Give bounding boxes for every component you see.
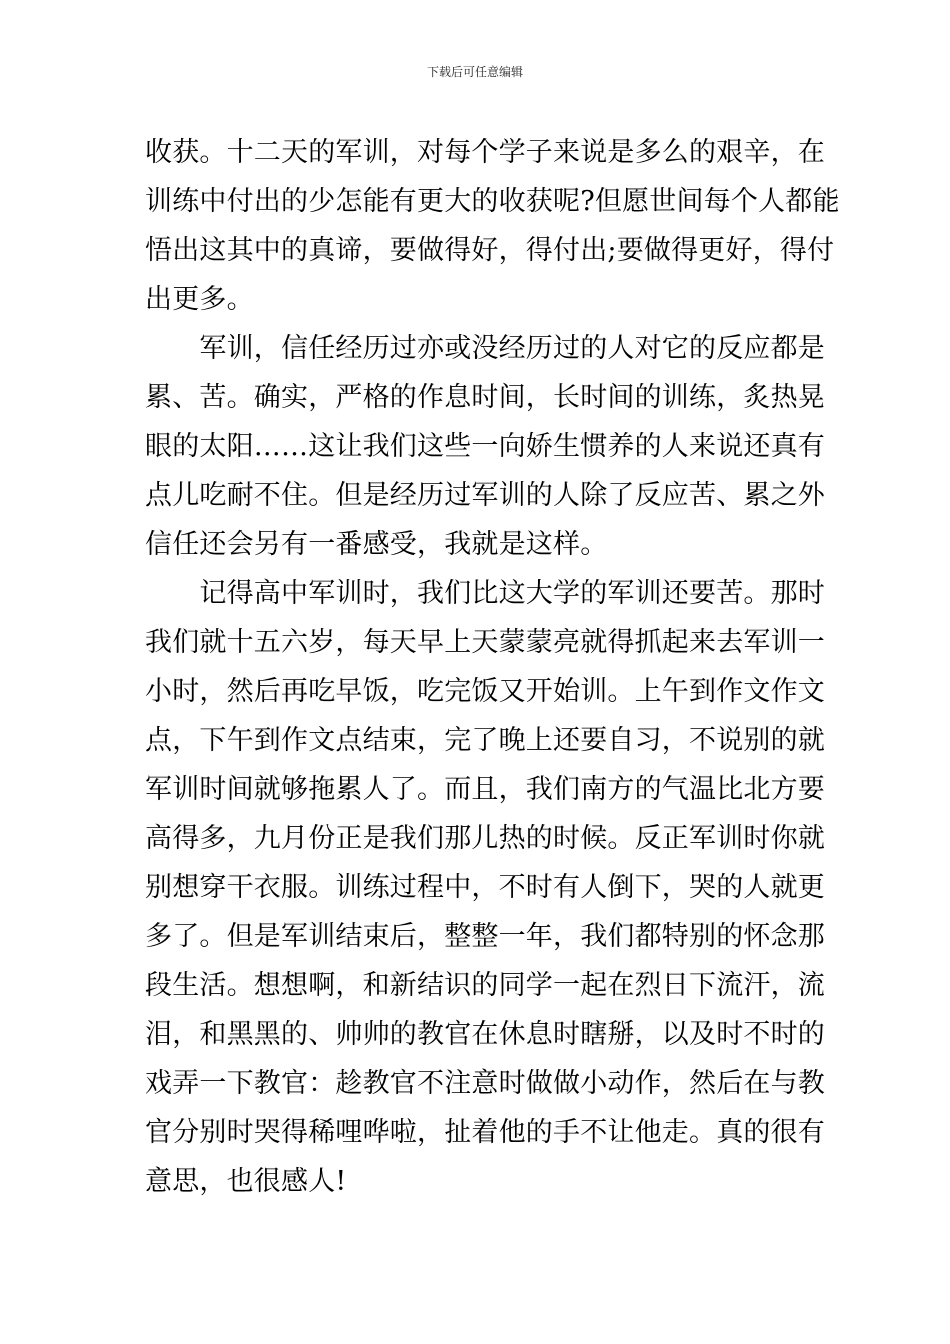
text-line: 训练中付出的少怎能有更大的收获呢?但愿世间每个人都能 bbox=[145, 186, 840, 217]
text-line: 段生活。想想啊，和新结识的同学一起在烈日下流汗，流 bbox=[145, 970, 825, 1001]
text-line: 别想穿干衣服。训练过程中，不时有人倒下，哭的人就更 bbox=[145, 872, 825, 903]
page-header: 下载后可任意编辑 bbox=[426, 65, 523, 79]
text-line: 泪，和黑黑的、帅帅的教官在休息时瞎掰，以及时不时的 bbox=[145, 1019, 825, 1050]
text-line: 军训，信任经历过亦或没经历过的人对它的反应都是 bbox=[145, 333, 825, 364]
text-line: 点，下午到作文点结束，完了晚上还要自习，不说别的就 bbox=[145, 725, 825, 756]
text-line: 悟出这其中的真谛，要做得好，得付出;要做得更好，得付 bbox=[145, 235, 835, 266]
text-line: 记得高中军训时，我们比这大学的军训还要苦。那时 bbox=[145, 578, 825, 609]
text-line: 累、苦。确实，严格的作息时间，长时间的训练，炙热晃 bbox=[145, 382, 825, 413]
text-line: 信任还会另有一番感受，我就是这样。 bbox=[145, 529, 608, 560]
text-line: 意思，也很感人! bbox=[145, 1166, 347, 1197]
text-line: 军训时间就够拖累人了。而且，我们南方的气温比北方要 bbox=[145, 774, 825, 805]
text-line: 小时，然后再吃早饭，吃完饭又开始训。上午到作文作文 bbox=[145, 676, 825, 707]
text-line: 收获。十二天的军训，对每个学子来说是多么的艰辛，在 bbox=[145, 137, 825, 168]
text-line: 多了。但是军训结束后，整整一年，我们都特别的怀念那 bbox=[145, 921, 825, 952]
text-line: 眼的太阳……这让我们这些一向娇生惯养的人来说还真有 bbox=[145, 431, 825, 462]
text-line: 出更多。 bbox=[145, 284, 254, 315]
text-line: 我们就十五六岁，每天早上天蒙蒙亮就得抓起来去军训一 bbox=[145, 627, 825, 658]
text-line: 戏弄一下教官：趁教官不注意时做做小动作，然后在与教 bbox=[145, 1068, 825, 1099]
text-line: 高得多，九月份正是我们那儿热的时候。反正军训时你就 bbox=[145, 823, 825, 854]
text-line: 官分别时哭得稀哩哗啦，扯着他的手不让他走。真的很有 bbox=[145, 1117, 825, 1148]
document-body bbox=[145, 128, 840, 1206]
text-line: 点儿吃耐不住。但是经历过军训的人除了反应苦、累之外 bbox=[145, 480, 825, 511]
